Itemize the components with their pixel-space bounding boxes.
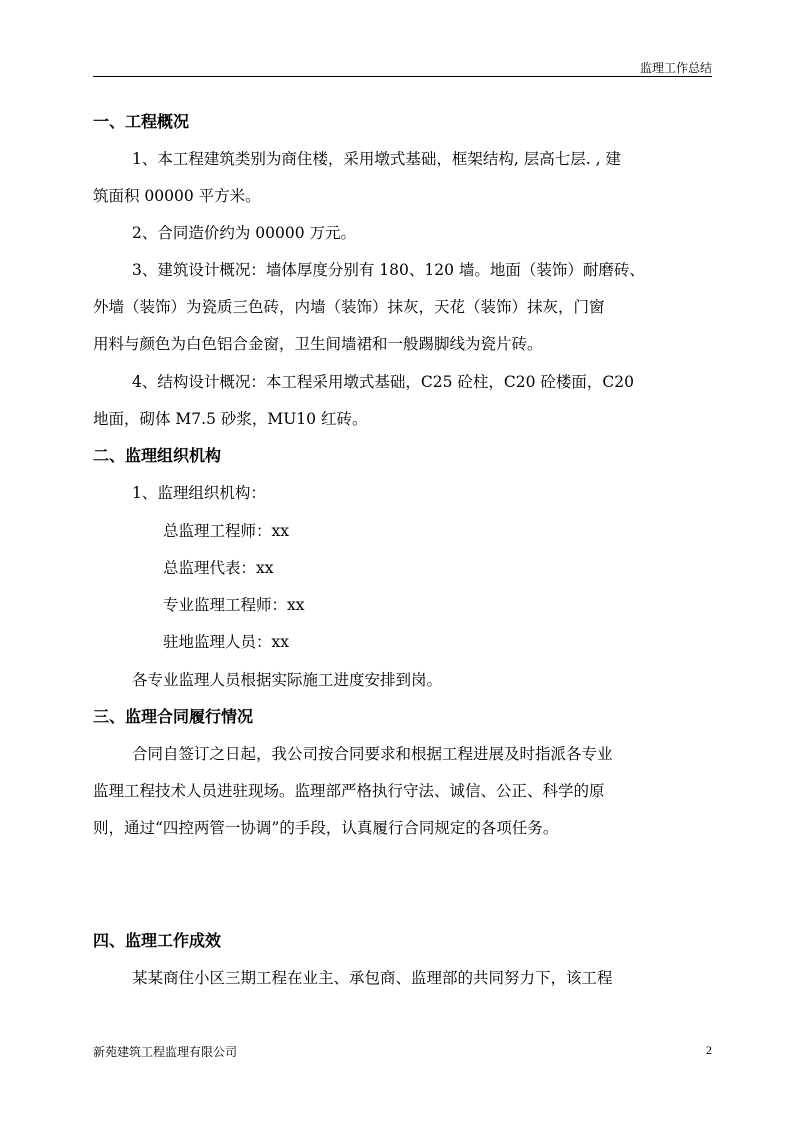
paragraph-line: 外墙（装饰）为瓷质三色砖，内墙（装饰）抹灰，天花（装饰）抹灰，门窗 [93,298,605,316]
footer-company: 新苑建筑工程监理有限公司 [93,1045,238,1059]
paragraph-line: 筑面积 00000 平方米。 [93,187,261,205]
paragraph-line: 4、结构设计概况：本工程采用墩式基础，C25 砼柱，C20 砼楼面，C20 [132,373,634,391]
staff-line: 总监理工程师：xx [163,522,289,540]
paragraph-line: 监理工程技术人员进驻现场。监理部严格执行守法、诚信、公正、科学的原 [93,782,605,800]
paragraph-line: 2、合同造价约为 00000 万元。 [132,224,357,242]
section-heading-results: 四、监理工作成效 [93,931,222,950]
staff-line: 专业监理工程师：xx [163,596,305,614]
staff-line: 总监理代表：xx [163,559,274,577]
header-title: 监理工作总结 [639,61,712,75]
section-heading-organization: 二、监理组织机构 [93,446,222,465]
paragraph-line: 各专业监理人员根据实际施工进度安排到岗。 [132,671,443,689]
section-heading-overview: 一、工程概况 [93,112,190,131]
paragraph-line: 1、本工程建筑类别为商住楼，采用墩式基础，框架结构, 层高七层. , 建 [132,150,621,168]
paragraph-line: 则，通过“四控两管一协调”的手段，认真履行合同规定的各项任务。 [93,819,559,837]
header-rule [93,76,712,77]
paragraph-line: 合同自签订之日起，我公司按合同要求和根据工程进展及时指派各专业 [132,745,613,763]
paragraph-line: 某某商住小区三期工程在业主、承包商、监理部的共同努力下，该工程 [132,969,613,987]
page-number: 2 [706,1043,712,1057]
paragraph-line: 地面，砌体 M7.5 砂浆，MU10 红砖。 [93,410,368,428]
paragraph-line: 用料与颜色为白色铝合金窗，卫生间墙裙和一般踢脚线为瓷片砖。 [93,335,543,353]
staff-line: 驻地监理人员：xx [163,633,289,651]
paragraph-line: 1、监理组织机构： [132,484,266,502]
section-heading-contract: 三、监理合同履行情况 [93,707,254,726]
paragraph-line: 3、建筑设计概况：墙体厚度分别有 180、120 墙。地面（装饰）耐磨砖、 [132,261,645,279]
